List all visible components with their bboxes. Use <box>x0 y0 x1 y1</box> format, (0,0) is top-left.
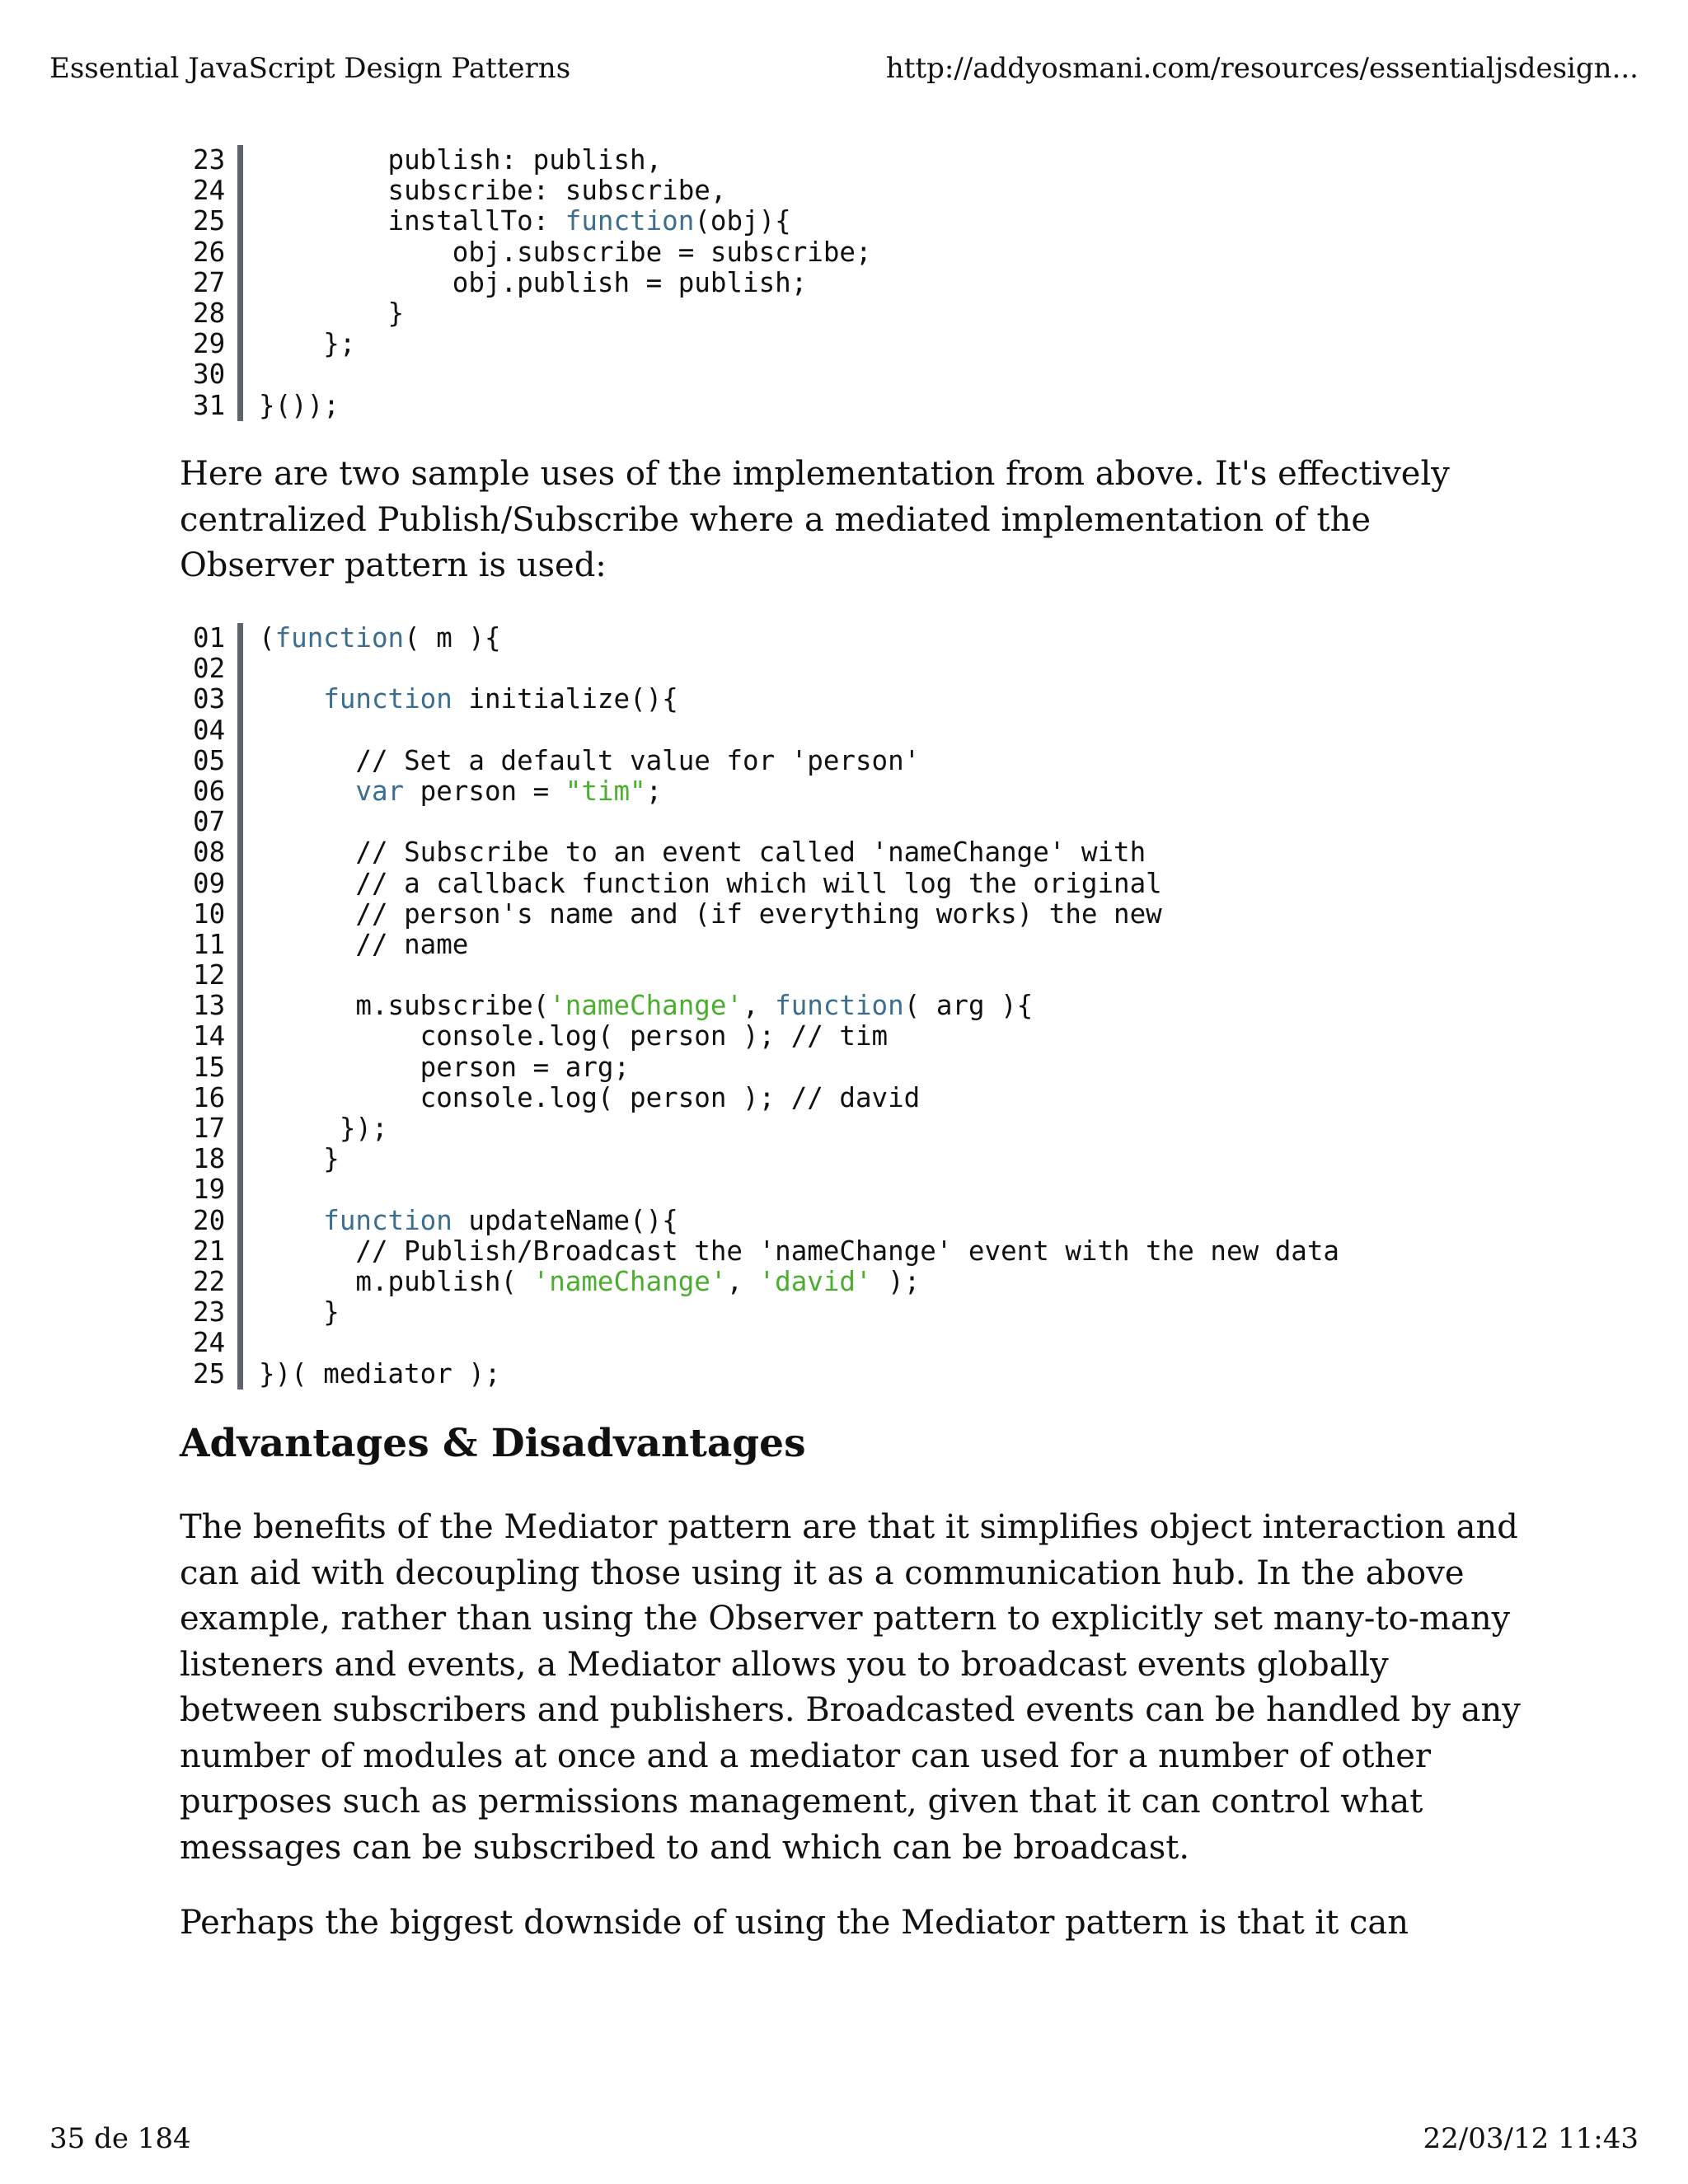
code-token: } <box>259 1296 340 1329</box>
code-line <box>180 837 1531 868</box>
page-number: 35 de 184 <box>49 2122 191 2155</box>
code-text <box>259 1083 920 1113</box>
line-number: 24 <box>193 1327 226 1359</box>
code-line <box>180 176 1531 206</box>
code-token: (obj){ <box>694 205 791 237</box>
code-token: initialize(){ <box>452 683 678 715</box>
code-line <box>180 1297 1531 1328</box>
code-line <box>180 1083 1531 1113</box>
code-token: // Subscribe to an event called 'nameChange' with <box>259 837 1146 869</box>
code-string: "tim" <box>565 775 646 807</box>
code-text <box>259 991 1033 1021</box>
code-token: } <box>259 297 405 329</box>
line-number: 19 <box>193 1174 226 1206</box>
code-token: // person's name and (if everything works) the new <box>259 898 1162 930</box>
code-token: }; <box>259 328 356 360</box>
code-string: 'nameChange' <box>532 1265 727 1297</box>
code-token: obj.publish = publish; <box>259 266 808 298</box>
code-line <box>180 1144 1531 1174</box>
code-line <box>180 623 1531 654</box>
code-text <box>259 930 468 960</box>
code-block-2 <box>180 623 1531 1390</box>
line-number: 08 <box>193 837 226 869</box>
code-keyword: function <box>775 990 904 1022</box>
code-token: })( mediator ); <box>259 1357 501 1390</box>
code-text <box>259 298 404 329</box>
code-text <box>259 391 340 421</box>
code-text <box>259 1267 920 1297</box>
code-text <box>259 746 920 776</box>
document-title: Essential JavaScript Design Patterns <box>49 52 571 85</box>
code-text <box>259 1113 388 1144</box>
code-line <box>180 746 1531 776</box>
code-line <box>180 654 1531 684</box>
code-line <box>180 1267 1531 1297</box>
code-text <box>259 206 791 237</box>
code-line <box>180 359 1531 390</box>
code-keyword: function <box>323 1204 452 1236</box>
code-token: person = <box>404 775 565 807</box>
line-number: 02 <box>193 653 226 685</box>
line-number: 07 <box>193 806 226 838</box>
print-footer <box>49 2118 1639 2159</box>
code-token: subscribe: subscribe, <box>259 175 727 207</box>
code-line <box>180 960 1531 991</box>
code-text <box>259 1236 1339 1267</box>
code-token: publish: publish, <box>259 144 663 176</box>
code-line <box>180 1359 1531 1390</box>
paragraph-intro: Here are two sample uses of the implementation from above. It's effectively centralized Publish/Subscribe where a mediated implementation of the Observer pattern is used: <box>180 455 1450 584</box>
code-token: , <box>743 990 776 1022</box>
code-token: }()); <box>259 389 340 421</box>
code-token: person = arg; <box>259 1051 631 1083</box>
code-line <box>180 930 1531 960</box>
code-token: console.log( person ); // david <box>259 1081 921 1113</box>
code-text <box>259 684 678 715</box>
paragraph-downside: Perhaps the biggest downside of using the Mediator pattern is that it can <box>180 1904 1409 1942</box>
code-line <box>180 1328 1531 1358</box>
code-text <box>259 237 872 268</box>
code-line <box>180 145 1531 176</box>
code-token: // a callback function which will log the original <box>259 867 1162 899</box>
code-token: ; <box>645 775 663 807</box>
code-token <box>259 683 323 715</box>
print-header <box>49 48 1639 89</box>
print-datetime: 22/03/12 11:43 <box>1423 2122 1639 2155</box>
line-number: 03 <box>193 683 226 715</box>
code-text <box>259 869 1162 899</box>
line-number: 23 <box>193 144 226 176</box>
code-line <box>180 684 1531 715</box>
code-token: // name <box>259 928 469 960</box>
code-text <box>259 145 662 176</box>
code-block-1 <box>180 145 1531 421</box>
code-line <box>180 899 1531 930</box>
code-line <box>180 715 1531 746</box>
code-line <box>180 1236 1531 1267</box>
line-number: 31 <box>193 389 226 421</box>
code-text <box>259 1297 340 1328</box>
code-token: ( <box>259 622 275 654</box>
code-token: // Set a default value for 'person' <box>259 744 921 776</box>
code-token: , <box>726 1265 759 1297</box>
line-number: 20 <box>193 1204 226 1236</box>
code-token <box>259 1205 323 1236</box>
code-line <box>180 298 1531 329</box>
line-number: 26 <box>193 236 226 268</box>
code-string: 'david' <box>758 1265 872 1297</box>
line-number: 05 <box>193 744 226 776</box>
line-number: 15 <box>193 1051 226 1083</box>
line-number: 29 <box>193 328 226 360</box>
line-number: 17 <box>193 1113 226 1144</box>
code-text <box>259 176 726 206</box>
code-token: obj.subscribe = subscribe; <box>259 236 872 268</box>
line-number: 13 <box>193 990 226 1022</box>
code-token: // Publish/Broadcast the 'nameChange' event with the new data <box>259 1235 1339 1267</box>
line-number: 04 <box>193 714 226 746</box>
line-number: 27 <box>193 266 226 298</box>
code-keyword: var <box>355 775 405 807</box>
code-token: ( m ){ <box>404 622 501 654</box>
code-token: ( arg ){ <box>903 990 1034 1022</box>
code-token: updateName(){ <box>452 1204 678 1236</box>
line-number: 14 <box>193 1020 226 1052</box>
document-url[interactable]: http://addyosmani.com/resources/essentialjsdesign... <box>885 52 1639 85</box>
code-line <box>180 1021 1531 1052</box>
code-line <box>180 991 1531 1021</box>
code-line <box>180 1113 1531 1144</box>
code-line <box>180 206 1531 237</box>
code-keyword: function <box>323 683 452 715</box>
code-line <box>180 1206 1531 1236</box>
code-token: ); <box>871 1265 921 1297</box>
code-text <box>259 837 1146 868</box>
line-number: 10 <box>193 898 226 930</box>
line-number: 25 <box>193 1357 226 1390</box>
code-keyword: function <box>274 622 405 654</box>
section-heading: Advantages & Disadvantages <box>180 1421 806 1466</box>
code-token <box>259 776 355 807</box>
line-number: 23 <box>193 1296 226 1329</box>
code-token: installTo: <box>259 205 565 237</box>
line-number: 12 <box>193 959 226 991</box>
code-string: 'nameChange' <box>549 990 743 1022</box>
code-keyword: function <box>565 205 695 237</box>
line-number: 01 <box>193 622 226 654</box>
line-number: 06 <box>193 775 226 807</box>
code-token: console.log( person ); // tim <box>259 1020 889 1052</box>
code-text <box>259 1359 501 1390</box>
code-text <box>259 899 1162 930</box>
code-text <box>259 268 807 298</box>
code-text <box>259 623 501 654</box>
paragraph-benefits: The benefits of the Mediator pattern are that it simplifies object interaction and can aid with decoupling those using it as a communication hub. In the above example, rather than using the Observer pattern to explicitly set many-to-many listeners and events, a Mediator allows you to broadcast events globally between subscribers and publishers. Broadcasted events can be handled by any number of modules at once and a mediator can used for a number of other purposes such as permissions management, given that it can control what messages can be subscribed to and which can be broadcast. <box>180 1508 1521 1867</box>
code-text <box>259 1206 678 1236</box>
line-number: 30 <box>193 359 226 391</box>
line-number: 18 <box>193 1143 226 1175</box>
line-number: 16 <box>193 1081 226 1113</box>
code-text <box>259 329 355 359</box>
code-line <box>180 1174 1531 1205</box>
code-line <box>180 807 1531 837</box>
code-text <box>259 776 662 807</box>
code-text <box>259 1052 630 1083</box>
code-text <box>259 1021 888 1052</box>
code-token: m.subscribe( <box>259 990 550 1022</box>
code-line <box>180 329 1531 359</box>
code-line <box>180 237 1531 268</box>
code-line <box>180 776 1531 807</box>
code-token: } <box>259 1143 340 1175</box>
code-text <box>259 1144 340 1174</box>
line-number: 24 <box>193 175 226 207</box>
code-line <box>180 869 1531 899</box>
code-token: }); <box>259 1113 388 1144</box>
line-number: 25 <box>193 205 226 237</box>
line-number: 21 <box>193 1235 226 1267</box>
line-number: 11 <box>193 928 226 960</box>
line-number: 22 <box>193 1265 226 1297</box>
code-token: m.publish( <box>259 1265 533 1297</box>
line-number: 28 <box>193 297 226 329</box>
code-line <box>180 268 1531 298</box>
code-line <box>180 391 1531 421</box>
line-number: 09 <box>193 867 226 899</box>
code-line <box>180 1052 1531 1083</box>
